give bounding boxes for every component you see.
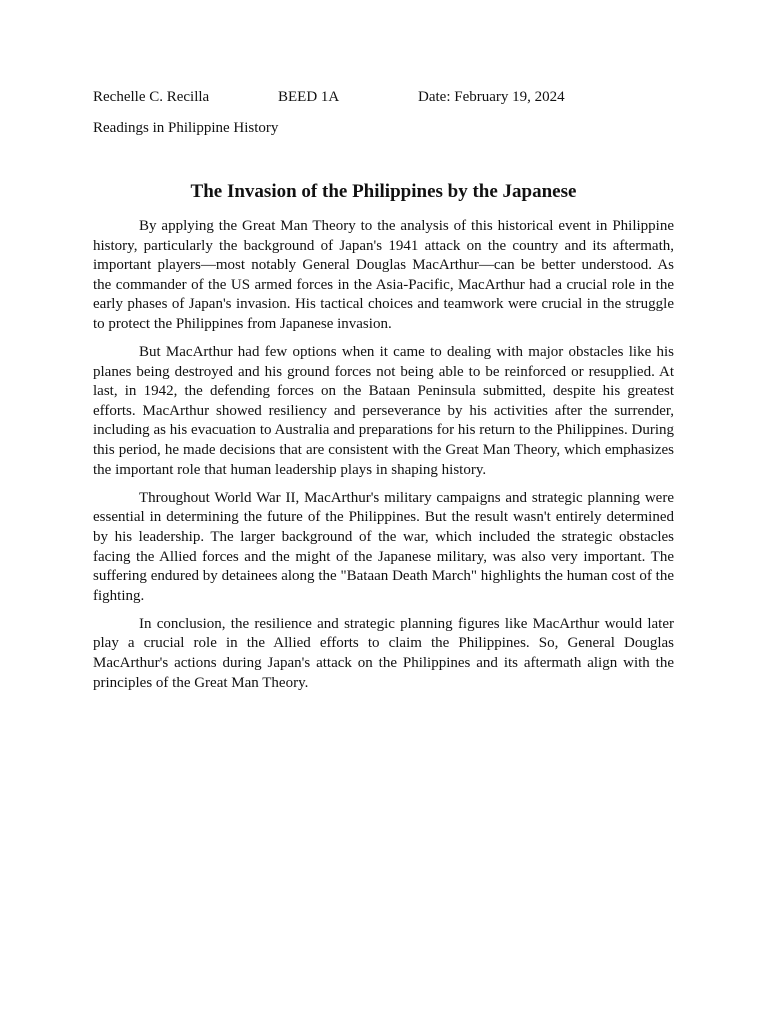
author-name: Rechelle C. Recilla [93, 89, 210, 105]
paragraph: But MacArthur had few options when it came to dealing with major obstacles like his planes being destroyed and his ground forces not being able to be reinforced or resupplied. At last, in 1942, the defending forces on the Bataan Peninsula submitted, despite his greatest efforts. MacArthur showed resiliency and perseverance by his activities after the surrender, including as his evacuation to Australia and preparations for his return to the Philippines. During this period, he made decisions that are consistent with the Great Man Theory, which emphasizes the important role that human leadership plays in shaping history. [93, 344, 674, 478]
course-section: BEED 1A [278, 89, 340, 105]
essay-body [93, 217, 674, 702]
paragraph: By applying the Great Man Theory to the analysis of this historical event in Philippine history, particularly the background of Japan's 1941 attack on the country and its aftermath, important players—most notably General Douglas MacArthur—can be better understood. As the commander of the US armed forces in the Asia-Pacific, MacArthur had a crucial role in the early phases of Japan's invasion. His tactical choices and teamwork were crucial in the struggle to protect the Philippines from Japanese invasion. [93, 218, 674, 332]
paragraph: Throughout World War II, MacArthur's military campaigns and strategic planning were essential in determining the future of the Philippines. But the result wasn't entirely determined by his leadership. The larger background of the war, which included the strategic obstacles facing the Allied forces and the might of the Japanese military, was also very important. The suffering endured by detainees along the "Bataan Death March" highlights the human cost of the fighting. [93, 489, 674, 604]
subject-line: Readings in Philippine History [93, 120, 279, 136]
document-date: Date: February 19, 2024 [418, 89, 565, 105]
essay-title: The Invasion of the Philippines by the Japanese [190, 181, 577, 202]
document-header [93, 87, 693, 107]
paragraph: In conclusion, the resilience and strategic planning figures like MacArthur would later play a crucial role in the Allied efforts to claim the Philippines. So, General Douglas MacArthur's actions during Japan's attack on the Philippines and its aftermath align with the principles of the Great Man Theory. [93, 615, 674, 691]
